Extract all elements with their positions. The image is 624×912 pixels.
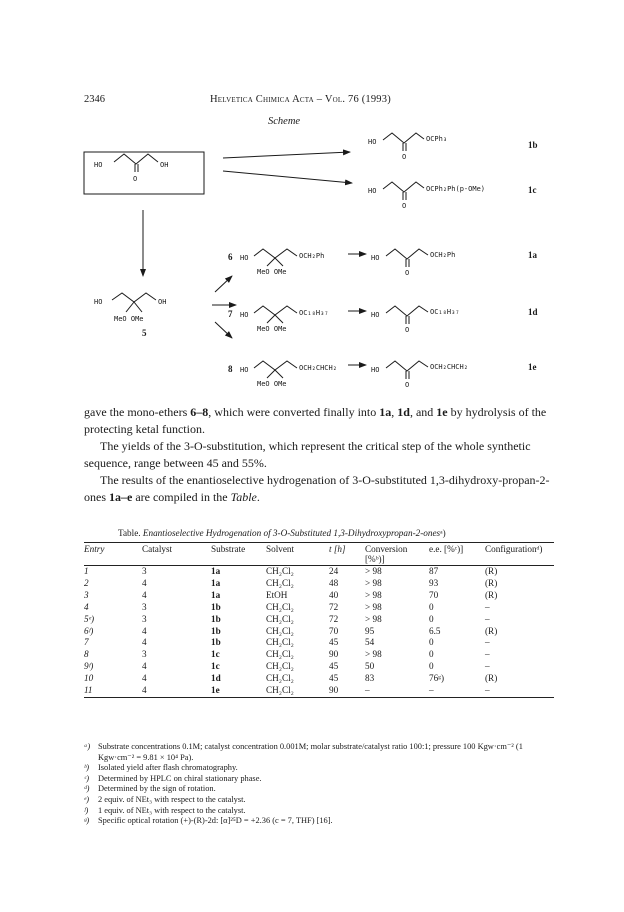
starting-material-box — [84, 152, 204, 194]
cell-solvent: CH₂Cl₂ — [266, 601, 294, 612]
1a-right: OCH₂Ph — [430, 251, 456, 259]
paragraph-3: The results of the enantioselective hydrogenation of 3-O-substituted 1,3-dihydroxy-propan-2-ones 1a–e are compiled in the Table. — [84, 473, 550, 504]
cell-entry: 10 — [84, 673, 94, 684]
cell-t: 24 — [329, 566, 339, 576]
cell-solvent: CH₂Cl₂ — [266, 613, 294, 624]
cell-entry: 3 — [84, 589, 89, 600]
cell-conversion: 83 — [365, 673, 375, 684]
1e-ho: HO — [371, 366, 380, 374]
cell-catalyst: 3 — [142, 613, 147, 624]
cell-ee: 76ᵍ) — [429, 673, 445, 684]
page-number: 2346 — [84, 94, 105, 105]
footnotes — [84, 742, 554, 827]
footnote — [84, 795, 554, 806]
body-text — [84, 404, 554, 506]
table-caption: Table. Enantioselective Hydrogenation of 3-O-Substituted 1,3-Dihydroxypropan-2-onesᵃ) — [118, 528, 446, 538]
7-right: OC₁₈H₃₇ — [299, 309, 329, 317]
cell-t: 72 — [329, 613, 339, 624]
cell-ee: 0 — [429, 637, 434, 648]
cell-conversion: 50 — [365, 661, 375, 672]
1e-right: OCH₂CHCH₂ — [430, 363, 468, 371]
arrow-to-1b — [223, 152, 350, 158]
8-ho: HO — [240, 366, 249, 374]
cell-config: – — [485, 637, 490, 648]
1c-o: O — [402, 202, 407, 210]
cell-ee: 87 — [429, 566, 439, 576]
ketal-ho: HO — [94, 298, 103, 306]
1b-ho: HO — [368, 138, 377, 146]
6-right: OCH₂Ph — [299, 252, 325, 260]
cell-solvent: CH₂Cl₂ — [266, 566, 294, 576]
cell-t: 70 — [329, 625, 339, 636]
table-row — [84, 673, 554, 685]
footnote-mark: ᵃ) — [84, 742, 91, 751]
cell-t: 72 — [329, 601, 339, 612]
table-row — [84, 590, 554, 602]
cell-t: 45 — [329, 661, 339, 672]
1a-ho: HO — [371, 254, 380, 262]
cell-config: (R) — [485, 625, 498, 636]
7-meo: MeO OMe — [257, 325, 287, 333]
arrow-to-8 — [215, 322, 232, 338]
arrow-to-1c — [223, 171, 352, 183]
1d-right: OC₁₈H₃₇ — [430, 308, 460, 316]
footnote-text: Determined by the sign of rotation. — [98, 784, 216, 794]
cell-entry: 6ᶠ) — [84, 625, 94, 636]
cell-substrate: 1b — [211, 625, 221, 636]
label-1a: 1a — [528, 250, 537, 260]
footnote-text: 1 equiv. of NEt₃ with respect to the catalyst. — [98, 805, 246, 815]
cell-entry: 9ᶠ) — [84, 661, 94, 672]
cell-entry: 11 — [84, 685, 93, 696]
ketal-meo: MeO OMe — [114, 315, 144, 323]
footnote — [84, 763, 554, 774]
cell-t: 90 — [329, 649, 339, 660]
cell-ee: – — [429, 685, 434, 696]
footnote-mark: ᶠ) — [84, 805, 89, 815]
cell-substrate: 1b — [211, 613, 221, 624]
cell-conversion: > 98 — [365, 577, 382, 588]
cell-catalyst: 3 — [142, 566, 147, 576]
arrow-to-6 — [215, 276, 232, 292]
compound-6: 6 — [228, 252, 233, 262]
1c-ho: HO — [368, 187, 377, 195]
header-entry: Entry — [84, 544, 105, 554]
footnote-mark: ᶜ) — [84, 773, 89, 783]
cell-conversion: > 98 — [365, 566, 382, 576]
cell-conversion: > 98 — [365, 649, 382, 660]
header-configuration: Configurationᵈ) — [485, 544, 543, 554]
header-time: t [h] — [329, 544, 346, 554]
cell-config: – — [485, 613, 490, 624]
cell-config: (R) — [485, 566, 498, 576]
cell-solvent: CH₂Cl₂ — [266, 625, 294, 636]
cell-catalyst: 4 — [142, 637, 147, 648]
footnote — [84, 742, 554, 763]
table-row — [84, 614, 554, 626]
cell-ee: 70 — [429, 589, 439, 600]
cell-solvent: CH₂Cl₂ — [266, 685, 294, 696]
8-right: OCH₂CHCH₂ — [299, 364, 337, 372]
7-ho: HO — [240, 311, 249, 319]
scheme-title: Scheme — [268, 116, 301, 127]
label-1d: 1d — [528, 307, 538, 317]
cell-catalyst: 3 — [142, 601, 147, 612]
start-backbone — [114, 154, 158, 164]
1c-right: OCPh₂Ph(p-OMe) — [426, 185, 486, 193]
footnote-mark: ᵇ) — [84, 763, 90, 773]
running-title: Helvetica Chimica Acta – Vol. 76 (1993) — [210, 94, 391, 105]
footnote-text: Specific optical rotation (+)-(R)-2d: [α]²⁵D = +2.36 (c = 7, THF) [16]. — [98, 816, 333, 826]
footnote-text: Isolated yield after flash chromatography. — [98, 763, 238, 773]
ketal-oh: OH — [158, 298, 167, 306]
compound-8: 8 — [228, 364, 233, 374]
cell-solvent: EtOH — [266, 589, 288, 600]
cell-solvent: CH₂Cl₂ — [266, 637, 294, 648]
cell-ee: 6.5 — [429, 625, 441, 636]
header-substrate: Substrate — [211, 544, 246, 554]
start-ho: HO — [94, 161, 103, 169]
cell-config: (R) — [485, 577, 498, 588]
footnote — [84, 806, 554, 817]
cell-catalyst: 4 — [142, 673, 147, 684]
cell-substrate: 1b — [211, 637, 221, 648]
cell-conversion: 95 — [365, 625, 375, 636]
cell-entry: 7 — [84, 637, 89, 648]
table-row — [84, 685, 554, 697]
footnote-mark: ᵈ) — [84, 784, 90, 794]
1b-o: O — [402, 153, 407, 161]
table-row — [84, 578, 554, 590]
cell-substrate: 1a — [211, 566, 221, 576]
cell-t: 45 — [329, 673, 339, 684]
cell-solvent: CH₂Cl₂ — [266, 577, 294, 588]
table-row — [84, 649, 554, 661]
1a-o: O — [405, 269, 410, 277]
cell-t: 48 — [329, 577, 339, 588]
cell-substrate: 1a — [211, 577, 221, 588]
6-ho: HO — [240, 254, 249, 262]
cell-solvent: CH₂Cl₂ — [266, 673, 294, 684]
start-oh: OH — [160, 161, 169, 169]
cell-ee: 0 — [429, 649, 434, 660]
footnote-text: 2 equiv. of NEt₃ with respect to the catalyst. — [98, 794, 246, 804]
compound-7: 7 — [228, 309, 233, 319]
label-1c: 1c — [528, 185, 537, 195]
table-row — [84, 626, 554, 638]
table-row — [84, 661, 554, 673]
table-row — [84, 566, 554, 578]
cell-solvent: CH₂Cl₂ — [266, 649, 294, 660]
cell-substrate: 1c — [211, 649, 220, 660]
footnote-text: Substrate concentrations 0.1M; catalyst concentration 0.001M; molar substrate/catalyst ratio 100:1; pressure 100 Kgw·cm⁻² (1 Kgw·cm⁻² = 9.81 × 10⁴ Pa). — [98, 742, 523, 762]
cell-catalyst: 4 — [142, 685, 147, 696]
cell-t: 90 — [329, 685, 339, 696]
cell-ee: 0 — [429, 661, 434, 672]
cell-config: (R) — [485, 673, 498, 684]
header-catalyst: Catalyst — [142, 544, 173, 554]
cell-conversion: 54 — [365, 637, 375, 648]
footnote-mark: ᵉ) — [84, 794, 89, 804]
cell-config: – — [485, 661, 490, 672]
table-row — [84, 602, 554, 614]
cell-substrate: 1a — [211, 589, 221, 600]
cell-substrate: 1d — [211, 673, 221, 684]
cell-ee: 93 — [429, 577, 439, 588]
1e-o: O — [405, 381, 410, 389]
1d-o: O — [405, 326, 410, 334]
header-conversion: Conversion [%ᵇ)] — [365, 544, 408, 564]
cell-t: 45 — [329, 637, 339, 648]
1b-right: OCPh₃ — [426, 135, 448, 143]
cell-ee: 0 — [429, 613, 434, 624]
cell-config: – — [485, 685, 490, 696]
footnote-text: Determined by HPLC on chiral stationary phase. — [98, 773, 262, 783]
cell-solvent: CH₂Cl₂ — [266, 661, 294, 672]
1d-ho: HO — [371, 311, 380, 319]
cell-catalyst: 3 — [142, 649, 147, 660]
label-1e: 1e — [528, 362, 537, 372]
cell-substrate: 1b — [211, 601, 221, 612]
cell-catalyst: 4 — [142, 577, 147, 588]
cell-catalyst: 4 — [142, 625, 147, 636]
cell-t: 40 — [329, 589, 339, 600]
paragraph-2: The yields of the 3-O-substitution, which represent the critical step of the whole synthetic sequence, range between 45 and 55%. — [84, 439, 531, 470]
8-meo: MeO OMe — [257, 380, 287, 388]
results-table — [84, 542, 554, 698]
label-1b: 1b — [528, 140, 538, 150]
reaction-scheme — [0, 0, 624, 420]
cell-entry: 2 — [84, 577, 89, 588]
cell-catalyst: 4 — [142, 661, 147, 672]
cell-config: (R) — [485, 589, 498, 600]
paragraph-1: gave the mono-ethers 6–8, which were converted finally into 1a, 1d, and 1e by hydrolysis of the protecting ketal function. — [84, 405, 547, 436]
footnote — [84, 784, 554, 795]
cell-ee: 0 — [429, 601, 434, 612]
cell-entry: 4 — [84, 601, 89, 612]
cell-conversion: – — [365, 685, 370, 696]
cell-entry: 1 — [84, 566, 89, 576]
cell-conversion: > 98 — [365, 613, 382, 624]
footnote — [84, 816, 554, 827]
cell-substrate: 1c — [211, 661, 220, 672]
cell-conversion: > 98 — [365, 601, 382, 612]
cell-catalyst: 4 — [142, 589, 147, 600]
header-solvent: Solvent — [266, 544, 295, 554]
cell-substrate: 1e — [211, 685, 220, 696]
footnote-mark: ᵍ) — [84, 816, 90, 826]
6-meo: MeO OMe — [257, 268, 287, 276]
cell-config: – — [485, 649, 490, 660]
compound-5: 5 — [142, 328, 147, 338]
header-ee: e.e. [%ᶜ)] — [429, 544, 464, 554]
cell-entry: 5ᵉ) — [84, 613, 95, 624]
table-row — [84, 637, 554, 649]
footnote — [84, 774, 554, 785]
start-o: O — [133, 175, 138, 183]
cell-conversion: > 98 — [365, 589, 382, 600]
cell-entry: 8 — [84, 649, 89, 660]
cell-config: – — [485, 601, 490, 612]
